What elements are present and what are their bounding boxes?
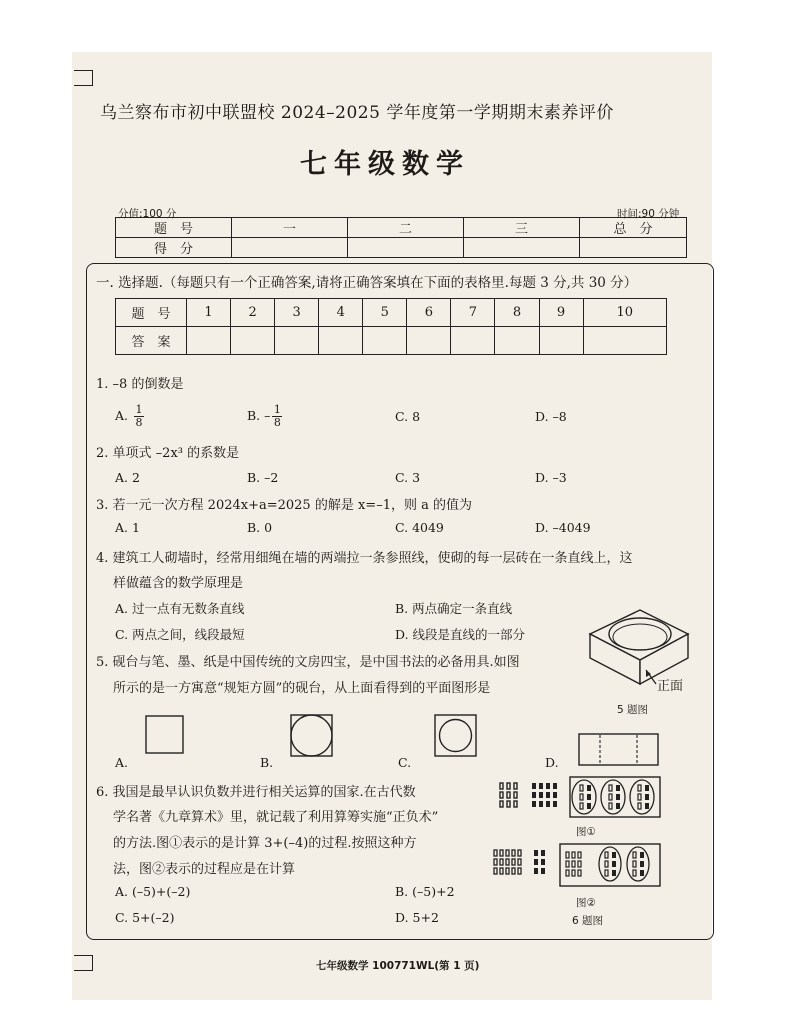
counting-rods-figure-1: [496, 775, 664, 823]
score-row-label: 得 分: [116, 238, 232, 258]
q3-option-d: D. –4049: [535, 520, 591, 535]
question-number-cell: 8: [495, 299, 539, 327]
answer-cell[interactable]: [319, 327, 363, 355]
question-number-cell: 5: [363, 299, 407, 327]
q6-option-c: C. 5+(–2): [115, 910, 175, 925]
subject-title: 七年级数学: [300, 149, 470, 180]
q1-stem: 1. –8 的倒数是: [96, 377, 184, 392]
q5-stem-line1: 5. 砚台与笔、墨、纸是中国传统的文房四宝，是中国书法的必备用具.如图: [96, 655, 520, 670]
positive-rod-group: [500, 783, 517, 807]
q1-option-d: D. –8: [535, 409, 567, 424]
q5-option-a-square-icon: [145, 715, 185, 755]
q4-option-c: C. 两点之间，线段最短: [115, 627, 245, 642]
q5-front-label: 正面: [657, 679, 684, 694]
answer-cell[interactable]: [231, 327, 275, 355]
q2-option-a: A. 2: [115, 470, 140, 485]
question-number-cell: 9: [539, 299, 583, 327]
score-value-label: 分值:100 分: [118, 208, 177, 220]
q6-stem-line3: 的方法.图①表示的是计算 3+(–4)的过程.按照这种方: [113, 836, 417, 851]
q5-option-c: C.: [398, 755, 412, 770]
q1-option-b-fraction: [272, 404, 282, 429]
q5-option-d-rectangle-dashed-icon: [578, 733, 660, 767]
q6-figure-caption: 6 题图: [572, 915, 604, 927]
answer-cell[interactable]: [451, 327, 495, 355]
q5-figure-caption: 5 题图: [617, 704, 649, 716]
q5-option-c-small-circle-in-square-icon: [434, 714, 478, 758]
denominator: 8: [273, 416, 281, 429]
time-label: 时间:90 分钟: [617, 208, 680, 220]
score-table-header-cell: 总 分: [580, 218, 687, 238]
q3-option-b: B. 0: [247, 520, 273, 535]
q1-option-b-prefix: B. –: [247, 408, 271, 423]
numerator: 1: [273, 403, 281, 416]
section-one-title: 一. 选择题.（每题只有一个正确答案,请将正确答案填在下面的表格里.每题 3 分,共 30 分）: [96, 275, 638, 291]
question-number-cell: 3: [275, 299, 319, 327]
page-footer: 七年级数学 100771WL(第 1 页): [316, 960, 480, 972]
q1-option-c: C. 8: [395, 409, 421, 424]
q4-stem-line1: 4. 建筑工人砌墙时，经常用细绳在墙的两端拉一条参照线，使砌的每一层砖在一条直线上，这: [96, 551, 633, 566]
score-cell[interactable]: [464, 238, 580, 258]
q4-option-a: A. 过一点有无数条直线: [115, 601, 245, 616]
q6-stem-line1: 6. 我国是最早认识负数并进行相关运算的国家.在古代数: [96, 785, 416, 800]
answer-cell[interactable]: [495, 327, 539, 355]
exam-header-title: 乌兰察布市初中联盟校 2024–2025 学年度第一学期期末素养评价: [100, 103, 614, 123]
q3-option-c: C. 4049: [395, 520, 444, 535]
answer-cell[interactable]: [539, 327, 583, 355]
score-cell[interactable]: [580, 238, 687, 258]
answer-cell[interactable]: [275, 327, 319, 355]
q1-option-a-fraction: [134, 404, 144, 429]
counting-rods-figure-2: [490, 842, 665, 892]
question-number-cell: 4: [319, 299, 363, 327]
top-left-corner-mark: [74, 70, 93, 86]
score-cell[interactable]: [232, 238, 348, 258]
q3-option-a: A. 1: [115, 520, 140, 535]
q5-option-a: A.: [115, 755, 129, 770]
q1-option-b: [247, 404, 282, 429]
q4-option-d: D. 线段是直线的一部分: [395, 627, 526, 642]
answer-cell[interactable]: [583, 327, 666, 355]
q2-option-c: C. 3: [395, 470, 421, 485]
q6-stem-line4: 法，图②表示的过程应是在计算: [113, 862, 296, 877]
q2-option-b: B. –2: [247, 470, 279, 485]
question-number-cell: 10: [583, 299, 666, 327]
q6-option-d: D. 5+2: [395, 910, 439, 925]
score-table-header-cell: 题 号: [116, 218, 232, 238]
q6-option-b: B. (–5)+2: [395, 884, 455, 899]
question-number-cell: 6: [407, 299, 451, 327]
numerator: 1: [135, 403, 143, 416]
q1-option-a: [115, 404, 144, 429]
q5-option-b-circle-in-square-icon: [290, 714, 334, 758]
score-cell[interactable]: [348, 238, 464, 258]
question-number-cell: 2: [231, 299, 275, 327]
answer-table: [115, 298, 667, 355]
q5-option-b: B.: [260, 755, 274, 770]
answer-table-header-label: 题 号: [116, 299, 187, 327]
q5-stem-line2: 所示的是一方寓意“规矩方圆”的砚台，从上面看得到的平面图形是: [113, 681, 491, 696]
question-number-cell: 7: [451, 299, 495, 327]
q6-option-a: A. (–5)+(–2): [115, 884, 191, 899]
denominator: 8: [135, 416, 143, 429]
score-table-header-cell: 一: [232, 218, 348, 238]
question-number-cell: 1: [187, 299, 231, 327]
q3-stem: 3. 若一元一次方程 2024x+a=2025 的解是 x=–1，则 a 的值为: [96, 498, 472, 513]
q4-option-b: B. 两点确定一条直线: [395, 601, 513, 616]
answer-cell[interactable]: [363, 327, 407, 355]
q6-figure-2-caption: 图②: [576, 897, 596, 909]
answer-cell[interactable]: [407, 327, 451, 355]
q2-option-d: D. –3: [535, 470, 567, 485]
q6-figure-1-caption: 图①: [576, 826, 596, 838]
q4-stem-line2: 样做蕴含的数学原理是: [113, 576, 244, 591]
score-table: [115, 217, 687, 258]
q2-stem: 2. 单项式 –2x³ 的系数是: [96, 446, 240, 461]
q1-option-a-prefix: A.: [115, 408, 129, 423]
answer-cell[interactable]: [187, 327, 231, 355]
bottom-left-corner-mark: [74, 955, 93, 971]
answer-row-label: 答 案: [116, 327, 187, 355]
score-table-header-cell: 二: [348, 218, 464, 238]
q6-stem-line2: 学名著《九章算术》里，就记载了利用算筹实施“正负术”: [113, 810, 439, 825]
q5-option-d: D.: [545, 755, 559, 770]
score-table-header-cell: 三: [464, 218, 580, 238]
